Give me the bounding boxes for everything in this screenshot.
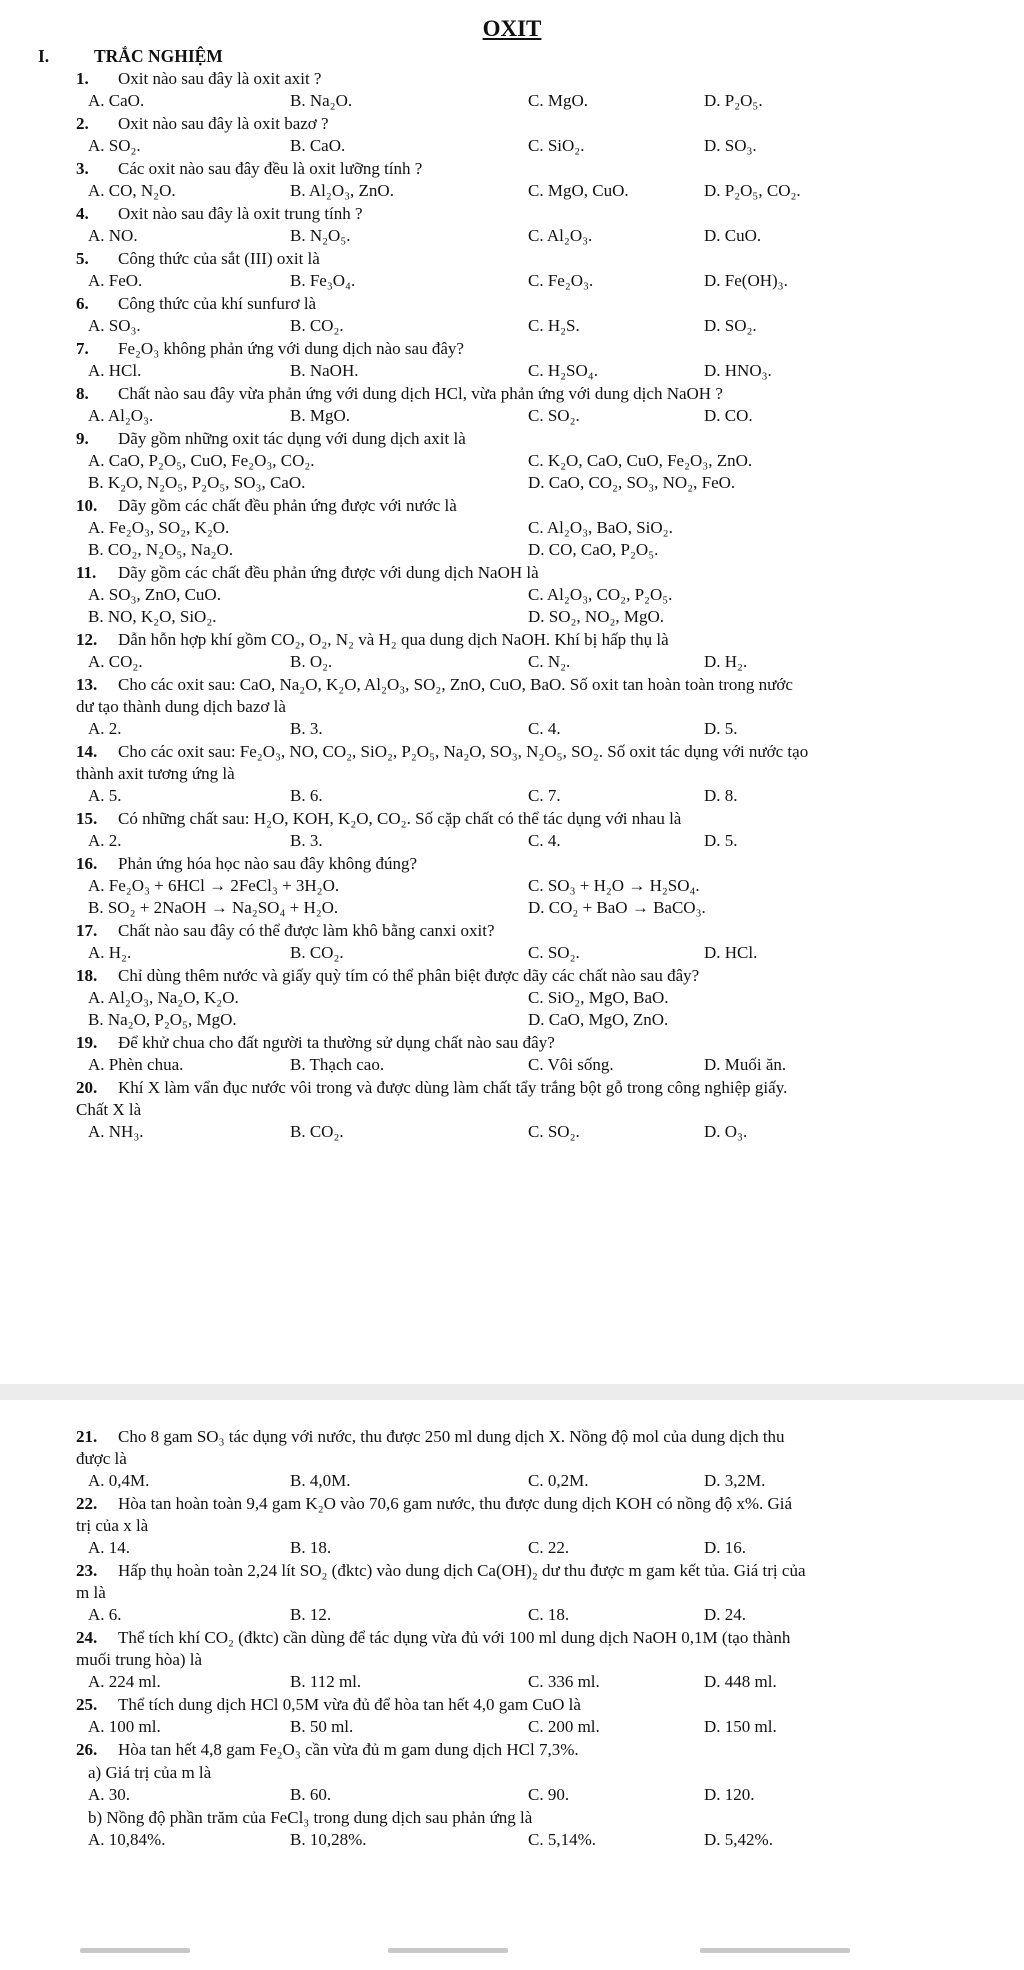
answer-option: B. 6. xyxy=(290,786,323,805)
answer-option: C. 22. xyxy=(528,1538,570,1557)
answer-options xyxy=(0,606,1024,628)
question-list-multiple-choice xyxy=(0,68,1024,1144)
answer-option: D. 24. xyxy=(704,1605,747,1624)
answer-option: C. N₂. xyxy=(528,652,571,671)
answer-option: D. CO. xyxy=(704,406,753,425)
question-item xyxy=(0,808,1024,852)
question-text-continued: muối trung hòa) là xyxy=(76,1650,203,1669)
answer-option: A. 5. xyxy=(88,786,122,805)
document-title: OXIT xyxy=(482,16,542,41)
question-stem xyxy=(0,965,1024,987)
question-text-continued: dư tạo thành dung dịch bazơ là xyxy=(76,697,286,716)
answer-option: A. CO₂. xyxy=(88,652,143,671)
answer-option: A. HCl. xyxy=(88,361,142,380)
question-item xyxy=(0,1426,1024,1492)
answer-options xyxy=(0,718,1024,740)
question-text: Oxit nào sau đây là oxit trung tính ? xyxy=(118,204,363,223)
answer-option: A. SO₂. xyxy=(88,136,141,155)
question-item xyxy=(0,293,1024,337)
question-text: Hấp thụ hoàn toàn 2,24 lít SO₂ (đktc) vào dung dịch Ca(OH)₂ dư thu được m gam kết tủa. Giá trị của xyxy=(118,1561,806,1580)
answer-options xyxy=(0,1009,1024,1031)
answer-options xyxy=(0,450,1024,472)
answer-options xyxy=(0,942,1024,964)
question-item xyxy=(0,1807,1024,1851)
question-item xyxy=(0,1762,1024,1806)
question-stem xyxy=(0,293,1024,315)
answer-option: A. Fe₂O₃ + 6HCl → 2FeCl₃ + 3H₂O. xyxy=(88,876,340,895)
question-text: Phản ứng hóa học nào sau đây không đúng? xyxy=(118,854,418,873)
question-item xyxy=(0,629,1024,673)
answer-options xyxy=(0,1470,1024,1492)
question-number: 10. xyxy=(76,496,98,515)
question-stem xyxy=(0,562,1024,584)
question-stem xyxy=(0,338,1024,360)
answer-options xyxy=(0,270,1024,292)
question-stem xyxy=(0,808,1024,830)
question-stem xyxy=(0,1032,1024,1054)
answer-option: C. SO₃ + H₂O → H₂SO₄. xyxy=(528,876,700,895)
question-item xyxy=(0,1032,1024,1076)
answer-options xyxy=(0,1716,1024,1738)
answer-option: A. 10,84%. xyxy=(88,1830,166,1849)
question-number: 25. xyxy=(76,1695,98,1714)
question-stem xyxy=(0,1560,1024,1582)
answer-option: A. 224 ml. xyxy=(88,1672,161,1691)
question-text: Các oxit nào sau đây đều là oxit lưỡng tính ? xyxy=(118,159,423,178)
question-number: 3. xyxy=(76,159,89,178)
answer-options xyxy=(0,360,1024,382)
answer-option: D. CO, CaO, P₂O₅. xyxy=(528,540,659,559)
question-item xyxy=(0,203,1024,247)
question-item xyxy=(0,68,1024,112)
answer-option: D. CaO, CO₂, SO₃, NO₂, FeO. xyxy=(528,473,736,492)
question-stem xyxy=(0,1426,1024,1448)
question-text-continued: m là xyxy=(76,1583,106,1602)
answer-option: A. 2. xyxy=(88,719,122,738)
answer-option: D. Muối ăn. xyxy=(704,1055,787,1074)
answer-options xyxy=(0,1054,1024,1076)
answer-options xyxy=(0,90,1024,112)
answer-option: B. Na₂O, P₂O₅, MgO. xyxy=(88,1010,237,1029)
sub-question-text: a) Giá trị của m là xyxy=(88,1763,212,1782)
answer-option: C. 4. xyxy=(528,831,561,850)
answer-option: C. Al₂O₃, CO₂, P₂O₅. xyxy=(528,585,673,604)
answer-option: B. 10,28%. xyxy=(290,1830,367,1849)
question-text: Để khử chua cho đất người ta thường sử dụng chất nào sau đây? xyxy=(118,1033,555,1052)
answer-option: A. FeO. xyxy=(88,271,143,290)
question-text-continued: được là xyxy=(76,1449,127,1468)
question-item xyxy=(0,1627,1024,1693)
answer-option: B. SO₂ + 2NaOH → Na₂SO₄ + H₂O. xyxy=(88,898,339,917)
answer-options xyxy=(0,1604,1024,1626)
question-text: Công thức của sắt (III) oxit là xyxy=(118,249,320,268)
page-divider xyxy=(0,1384,1024,1400)
question-text-continued: trị của x là xyxy=(76,1516,149,1535)
question-number: 15. xyxy=(76,809,98,828)
answer-option: D. 16. xyxy=(704,1538,747,1557)
answer-option: C. SO₂. xyxy=(528,943,580,962)
question-item xyxy=(0,383,1024,427)
question-number: 26. xyxy=(76,1740,98,1759)
answer-options xyxy=(0,785,1024,807)
question-item xyxy=(0,1560,1024,1626)
answer-options xyxy=(0,180,1024,202)
section-number: I. xyxy=(38,46,50,66)
question-stem xyxy=(0,1627,1024,1649)
answer-options xyxy=(0,651,1024,673)
answer-option: B. CaO. xyxy=(290,136,346,155)
question-text: Dãy gồm những oxit tác dụng với dung dịch axit là xyxy=(118,429,466,448)
question-stem xyxy=(0,1077,1024,1099)
question-item xyxy=(0,562,1024,628)
question-item xyxy=(0,853,1024,919)
answer-option: B. 3. xyxy=(290,719,323,738)
answer-option: B. 4,0M. xyxy=(290,1471,351,1490)
question-number: 6. xyxy=(76,294,89,313)
question-stem xyxy=(0,1739,1024,1761)
question-item xyxy=(0,158,1024,202)
answer-option: A. CaO, P₂O₅, CuO, Fe₂O₃, CO₂. xyxy=(88,451,315,470)
question-number: 14. xyxy=(76,742,98,761)
answer-option: B. N₂O₅. xyxy=(290,226,351,245)
question-item xyxy=(0,1739,1024,1761)
question-number: 9. xyxy=(76,429,89,448)
answer-option: A. 14. xyxy=(88,1538,131,1557)
question-text: Cho 8 gam SO₃ tác dụng với nước, thu được 250 ml dung dịch X. Nồng độ mol của dung dịch thu xyxy=(118,1427,785,1446)
answer-option: B. 112 ml. xyxy=(290,1672,362,1691)
question-text: Oxit nào sau đây là oxit bazơ ? xyxy=(118,114,329,133)
question-stem xyxy=(0,158,1024,180)
answer-option: D. SO₃. xyxy=(704,136,757,155)
answer-options xyxy=(0,584,1024,606)
answer-option: C. Al₂O₃, BaO, SiO₂. xyxy=(528,518,673,537)
answer-options xyxy=(0,897,1024,919)
question-stem xyxy=(0,629,1024,651)
question-text: Thể tích dung dịch HCl 0,5M vừa đủ để hòa tan hết 4,0 gam CuO là xyxy=(118,1695,581,1714)
question-number: 17. xyxy=(76,921,98,940)
answer-option: A. CO, N₂O. xyxy=(88,181,176,200)
question-text: Fe₂O₃ không phản ứng với dung dịch nào sau đây? xyxy=(118,339,464,358)
answer-options xyxy=(0,1121,1024,1143)
question-stem xyxy=(0,495,1024,517)
answer-options xyxy=(0,1537,1024,1559)
question-text: Công thức của khí sunfurơ là xyxy=(118,294,317,313)
answer-option: B. 3. xyxy=(290,831,323,850)
question-text: Chỉ dùng thêm nước và giấy quỳ tím có thể phân biệt được dãy các chất nào sau đây? xyxy=(118,966,700,985)
answer-option: C. MgO, CuO. xyxy=(528,181,629,200)
answer-option: B. CO₂. xyxy=(290,316,344,335)
answer-option: C. MgO. xyxy=(528,91,588,110)
question-item xyxy=(0,248,1024,292)
answer-options xyxy=(0,539,1024,561)
answer-options xyxy=(0,1829,1024,1851)
worksheet-page-2 xyxy=(0,1400,1024,1970)
answer-option: B. NO, K₂O, SiO₂. xyxy=(88,607,217,626)
question-text: Chất nào sau đây có thể được làm khô bằng canxi oxit? xyxy=(118,921,495,940)
question-item xyxy=(0,338,1024,382)
question-stem xyxy=(0,920,1024,942)
question-text: Hòa tan hoàn toàn 9,4 gam K₂O vào 70,6 gam nước, thu được dung dịch KOH có nồng độ x%. Giá xyxy=(118,1494,793,1513)
answer-option: B. Na₂O. xyxy=(290,91,353,110)
question-text: Chất nào sau đây vừa phản ứng với dung dịch HCl, vừa phản ứng với dung dịch NaOH ? xyxy=(118,384,723,403)
answer-option: D. 5. xyxy=(704,831,738,850)
question-text-continued: thành axit tương ứng là xyxy=(76,764,235,783)
question-number: 11. xyxy=(76,563,97,582)
answer-option: C. Vôi sống. xyxy=(528,1055,614,1074)
answer-option: C. SiO₂. xyxy=(528,136,585,155)
answer-option: D. H₂. xyxy=(704,652,748,671)
question-number: 13. xyxy=(76,675,98,694)
answer-option: D. HCl. xyxy=(704,943,758,962)
question-number: 20. xyxy=(76,1078,98,1097)
scroll-indicator-bar xyxy=(700,1948,850,1953)
answer-option: A. Fe₂O₃, SO₂, K₂O. xyxy=(88,518,230,537)
answer-option: C. 5,14%. xyxy=(528,1830,596,1849)
answer-option: D. SO₂. xyxy=(704,316,757,335)
answer-option: B. 50 ml. xyxy=(290,1717,354,1736)
question-number: 5. xyxy=(76,249,89,268)
answer-option: A. H₂. xyxy=(88,943,132,962)
question-number: 16. xyxy=(76,854,98,873)
answer-option: A. 30. xyxy=(88,1785,131,1804)
question-stem xyxy=(0,741,1024,763)
answer-option: B. O₂. xyxy=(290,652,333,671)
answer-option: A. 6. xyxy=(88,1605,122,1624)
answer-options xyxy=(0,315,1024,337)
scroll-indicator-bar xyxy=(388,1948,508,1953)
question-item xyxy=(0,965,1024,1031)
answer-options xyxy=(0,472,1024,494)
question-text-continued: Chất X là xyxy=(76,1100,142,1119)
question-text: Dẫn hỗn hợp khí gồm CO₂, O₂, N₂ và H₂ qua dung dịch NaOH. Khí bị hấp thụ là xyxy=(118,630,669,649)
answer-option: C. H₂SO₄. xyxy=(528,361,598,380)
question-item xyxy=(0,428,1024,494)
answer-options xyxy=(0,405,1024,427)
answer-option: C. 4. xyxy=(528,719,561,738)
answer-option: C. Al₂O₃. xyxy=(528,226,593,245)
question-item xyxy=(0,674,1024,740)
question-stem xyxy=(0,383,1024,405)
answer-option: B. Al₂O₃, ZnO. xyxy=(290,181,394,200)
answer-option: A. NO. xyxy=(88,226,138,245)
question-number: 22. xyxy=(76,1494,98,1513)
answer-option: A. Al₂O₃, Na₂O, K₂O. xyxy=(88,988,239,1007)
answer-option: D. CO₂ + BaO → BaCO₃. xyxy=(528,898,706,917)
answer-options xyxy=(0,1671,1024,1693)
question-text: Có những chất sau: H₂O, KOH, K₂O, CO₂. Số cặp chất có thể tác dụng với nhau là xyxy=(118,809,682,828)
answer-option: D. 448 ml. xyxy=(704,1672,777,1691)
answer-option: A. Al₂O₃. xyxy=(88,406,154,425)
question-number: 4. xyxy=(76,204,89,223)
question-stem xyxy=(0,853,1024,875)
answer-option: A. CaO. xyxy=(88,91,145,110)
question-list-calculation xyxy=(0,1426,1024,1852)
answer-option: C. 336 ml. xyxy=(528,1672,600,1691)
question-number: 7. xyxy=(76,339,89,358)
answer-option: D. 8. xyxy=(704,786,738,805)
answer-option: D. P₂O₅. xyxy=(704,91,763,110)
answer-option: D. 3,2M. xyxy=(704,1471,766,1490)
scroll-indicator-bar xyxy=(80,1948,190,1953)
answer-option: D. Fe(OH)₃. xyxy=(704,271,788,290)
question-stem xyxy=(0,674,1024,696)
question-text: Cho các oxit sau: Fe₂O₃, NO, CO₂, SiO₂, P₂O₅, Na₂O, SO₃, N₂O₅, SO₂. Số oxit tác dụng với nước tạo xyxy=(118,742,809,761)
question-item xyxy=(0,1077,1024,1143)
question-number: 19. xyxy=(76,1033,98,1052)
question-text: Dãy gồm các chất đều phản ứng được với dung dịch NaOH là xyxy=(118,563,539,582)
answer-options xyxy=(0,517,1024,539)
answer-option: A. NH₃. xyxy=(88,1122,144,1141)
question-number: 24. xyxy=(76,1628,98,1647)
answer-option: B. CO₂. xyxy=(290,1122,344,1141)
answer-option: A. SO₃. xyxy=(88,316,141,335)
question-item xyxy=(0,1694,1024,1738)
answer-option: C. K₂O, CaO, CuO, Fe₂O₃, ZnO. xyxy=(528,451,753,470)
question-item xyxy=(0,1493,1024,1559)
answer-option: D. CaO, MgO, ZnO. xyxy=(528,1010,669,1029)
answer-option: A. Phèn chua. xyxy=(88,1055,184,1074)
answer-option: A. 2. xyxy=(88,831,122,850)
answer-option: D. SO₂, NO₂, MgO. xyxy=(528,607,665,626)
section-heading xyxy=(38,46,223,67)
answer-option: B. NaOH. xyxy=(290,361,359,380)
answer-option: B. 18. xyxy=(290,1538,332,1557)
answer-option: B. K₂O, N₂O₅, P₂O₅, SO₃, CaO. xyxy=(88,473,306,492)
answer-option: C. 18. xyxy=(528,1605,570,1624)
question-stem xyxy=(0,113,1024,135)
answer-option: A. SO₃, ZnO, CuO. xyxy=(88,585,221,604)
answer-option: B. Fe₃O₄. xyxy=(290,271,356,290)
question-text: Khí X làm vẩn đục nước vôi trong và được dùng làm chất tẩy trắng bột gỗ trong công nghiệp giấy. xyxy=(118,1078,788,1097)
question-text: Thể tích khí CO₂ (đktc) cần dùng để tác dụng vừa đủ với 100 ml dung dịch NaOH 0,1M (tạo thành xyxy=(118,1628,791,1647)
question-number: 12. xyxy=(76,630,98,649)
answer-option: C. 7. xyxy=(528,786,561,805)
answer-option: A. 0,4M. xyxy=(88,1471,150,1490)
question-item xyxy=(0,741,1024,807)
question-item xyxy=(0,920,1024,964)
question-item xyxy=(0,113,1024,157)
answer-option: C. SO₂. xyxy=(528,406,580,425)
answer-options xyxy=(0,875,1024,897)
answer-option: C. Fe₂O₃. xyxy=(528,271,594,290)
question-text: Dãy gồm các chất đều phản ứng được với nước là xyxy=(118,496,457,515)
answer-option: D. O₃. xyxy=(704,1122,748,1141)
answer-option: D. 5,42%. xyxy=(704,1830,773,1849)
question-number: 2. xyxy=(76,114,89,133)
answer-options xyxy=(0,225,1024,247)
question-stem xyxy=(0,203,1024,225)
question-stem xyxy=(0,1694,1024,1716)
answer-option: D. 5. xyxy=(704,719,738,738)
answer-option: D. 150 ml. xyxy=(704,1717,777,1736)
answer-options xyxy=(0,830,1024,852)
section-label: TRẮC NGHIỆM xyxy=(94,46,223,66)
answer-option: D. CuO. xyxy=(704,226,762,245)
answer-option: C. 0,2M. xyxy=(528,1471,589,1490)
answer-option: C. H₂S. xyxy=(528,316,580,335)
answer-option: C. SiO₂, MgO, BaO. xyxy=(528,988,669,1007)
question-number: 18. xyxy=(76,966,98,985)
answer-option: B. MgO. xyxy=(290,406,350,425)
question-text: Oxit nào sau đây là oxit axit ? xyxy=(118,69,322,88)
answer-option: B. Thạch cao. xyxy=(290,1055,385,1074)
question-stem xyxy=(0,428,1024,450)
question-text: Cho các oxit sau: CaO, Na₂O, K₂O, Al₂O₃, SO₂, ZnO, CuO, BaO. Số oxit tan hoàn toàn trong nước xyxy=(118,675,793,694)
answer-option: D. P₂O₅, CO₂. xyxy=(704,181,801,200)
answer-options xyxy=(0,1784,1024,1806)
question-number: 23. xyxy=(76,1561,98,1580)
answer-option: C. 200 ml. xyxy=(528,1717,600,1736)
question-number: 21. xyxy=(76,1427,98,1446)
question-number: 8. xyxy=(76,384,89,403)
question-stem xyxy=(0,68,1024,90)
answer-option: D. HNO₃. xyxy=(704,361,772,380)
answer-options xyxy=(0,135,1024,157)
answer-option: B. 60. xyxy=(290,1785,332,1804)
question-stem xyxy=(0,1493,1024,1515)
answer-option: C. SO₂. xyxy=(528,1122,580,1141)
answer-option: B. 12. xyxy=(290,1605,332,1624)
question-text: Hòa tan hết 4,8 gam Fe₂O₃ cần vừa đủ m gam dung dịch HCl 7,3%. xyxy=(118,1740,579,1759)
answer-option: A. 100 ml. xyxy=(88,1717,161,1736)
answer-option: B. CO₂, N₂O₅, Na₂O. xyxy=(88,540,234,559)
answer-options xyxy=(0,987,1024,1009)
answer-option: B. CO₂. xyxy=(290,943,344,962)
question-stem xyxy=(0,248,1024,270)
question-number: 1. xyxy=(76,69,89,88)
sub-question-text: b) Nồng độ phần trăm của FeCl₃ trong dung dịch sau phản ứng là xyxy=(88,1808,533,1827)
answer-option: C. 90. xyxy=(528,1785,570,1804)
question-item xyxy=(0,495,1024,561)
answer-option: D. 120. xyxy=(704,1785,755,1804)
